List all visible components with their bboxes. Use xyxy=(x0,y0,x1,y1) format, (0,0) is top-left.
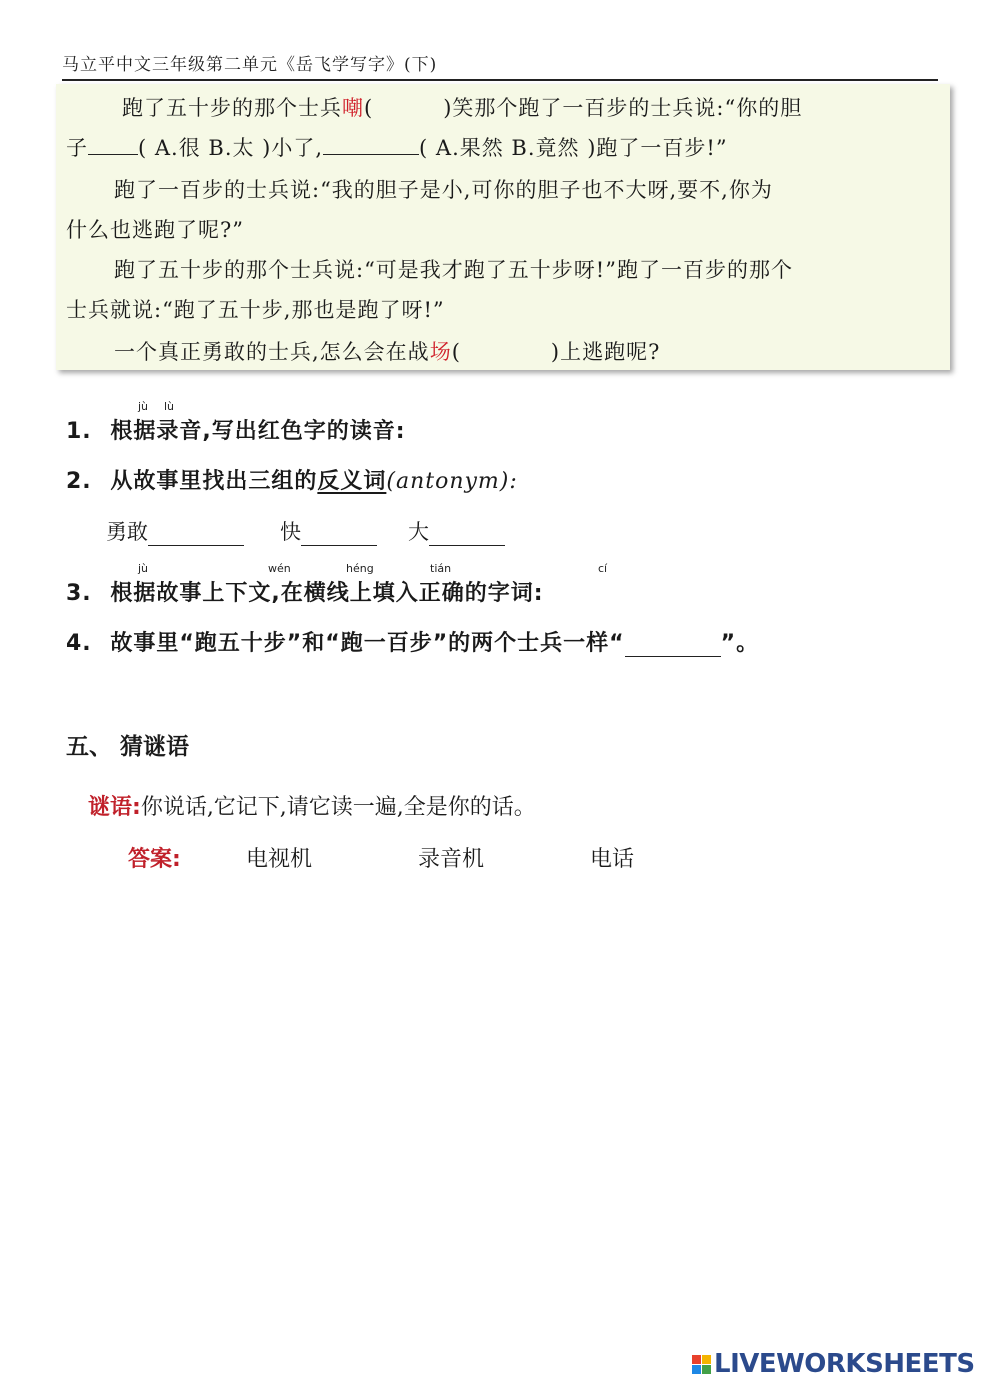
question-1 xyxy=(66,414,406,445)
logo-mark-icon xyxy=(692,1355,711,1374)
question-text-end: ”。 xyxy=(720,631,760,656)
pinyin-ju: jù xyxy=(138,400,149,413)
answer-label: 答案: xyxy=(128,847,181,872)
antonym-blank-3[interactable] xyxy=(429,525,505,546)
story-line-6: 士兵就说:“跑了五十步,那也是跑了呀!” xyxy=(66,298,445,322)
worksheet-header: 马立平中文三年级第二单元《岳飞学写字》(下) xyxy=(62,50,938,81)
story-line-3: 跑了一百步的士兵说:“我的胆子是小,可你的胆子也不大呀,要不,你为 xyxy=(114,178,773,202)
antonym-pair-2 xyxy=(280,516,377,546)
section-title-riddle: 五、 猜谜语 xyxy=(66,734,190,760)
riddle-text: 你说话,它记下,请它读一遍,全是你的话。 xyxy=(140,795,536,820)
q4-answer-blank[interactable] xyxy=(625,634,721,657)
story-line-1 xyxy=(122,92,802,122)
riddle xyxy=(88,790,536,821)
question-number: 1. xyxy=(66,419,92,444)
choice-text-2: ( A.果然 B.竟然 )跑了一百步!” xyxy=(419,136,728,160)
question-text: 根据故事上下文,在横线上填入正确的字词: xyxy=(110,581,544,606)
pinyin-lu: lù xyxy=(164,400,175,413)
fill-blank-2[interactable] xyxy=(323,134,419,155)
question-2 xyxy=(66,464,518,495)
pinyin-wen: wén xyxy=(268,562,291,575)
pinyin-tian: tián xyxy=(430,562,452,575)
antonym-english: (antonym): xyxy=(386,469,518,494)
fill-blank-1[interactable] xyxy=(88,134,138,155)
answer-option-phone[interactable]: 电话 xyxy=(590,847,635,872)
story-text: 一个真正勇敢的士兵,怎么会在战 xyxy=(114,340,430,364)
antonym-blank-2[interactable] xyxy=(301,525,377,546)
story-text: 子 xyxy=(66,136,88,160)
choice-text-1: ( A.很 B.太 )小了, xyxy=(138,136,324,160)
paren-open: ( xyxy=(451,340,461,364)
answer-option-tv[interactable]: 电视机 xyxy=(246,847,313,872)
story-line-4: 什么也逃跑了呢?” xyxy=(66,218,244,242)
pinyin-heng: héng xyxy=(346,562,374,575)
story-line-5: 跑了五十步的那个士兵说:“可是我才跑了五十步呀!”跑了一百步的那个 xyxy=(114,258,793,282)
antonym-word: 勇敢 xyxy=(106,520,148,544)
answer-option-recorder[interactable]: 录音机 xyxy=(418,847,485,872)
question-4 xyxy=(66,626,759,657)
antonym-pair-3 xyxy=(408,516,505,546)
story-line-7 xyxy=(114,336,660,366)
antonym-word: 快 xyxy=(280,520,301,544)
question-number: 4. xyxy=(66,631,92,656)
pinyin-ju: jù xyxy=(138,562,149,575)
story-text: 跑了五十步的那个士兵 xyxy=(122,96,342,120)
antonym-word: 大 xyxy=(408,520,429,544)
story-text: 笑那个跑了一百步的士兵说:“你的胆 xyxy=(452,96,803,120)
question-number: 2. xyxy=(66,469,92,494)
question-text: 根据录音,写出红色字的读音: xyxy=(110,419,406,444)
question-3 xyxy=(66,576,544,607)
liveworksheets-logo xyxy=(692,1344,975,1384)
paren-close: ) xyxy=(443,96,453,120)
paren-close: ) xyxy=(550,340,561,364)
red-character-chao: 嘲 xyxy=(342,96,364,120)
logo-text: LIVEWORKSHEETS xyxy=(714,1349,975,1379)
question-text: 故事里“跑五十步”和“跑一百步”的两个士兵一样“ xyxy=(110,631,625,656)
antonym-keyword: 反义词 xyxy=(317,469,387,494)
antonym-pair-1 xyxy=(106,516,244,546)
story-text: 上逃跑呢? xyxy=(560,340,661,364)
riddle-label: 谜语: xyxy=(88,795,141,820)
antonym-blank-1[interactable] xyxy=(148,525,244,546)
paren-open: ( xyxy=(364,96,374,120)
question-number: 3. xyxy=(66,581,92,606)
question-text: 从故事里找出三组的 xyxy=(110,469,318,494)
red-character-chang: 场 xyxy=(429,340,452,364)
story-line-2 xyxy=(66,132,728,162)
story-box xyxy=(56,84,950,370)
pinyin-ci: cí xyxy=(598,562,608,575)
